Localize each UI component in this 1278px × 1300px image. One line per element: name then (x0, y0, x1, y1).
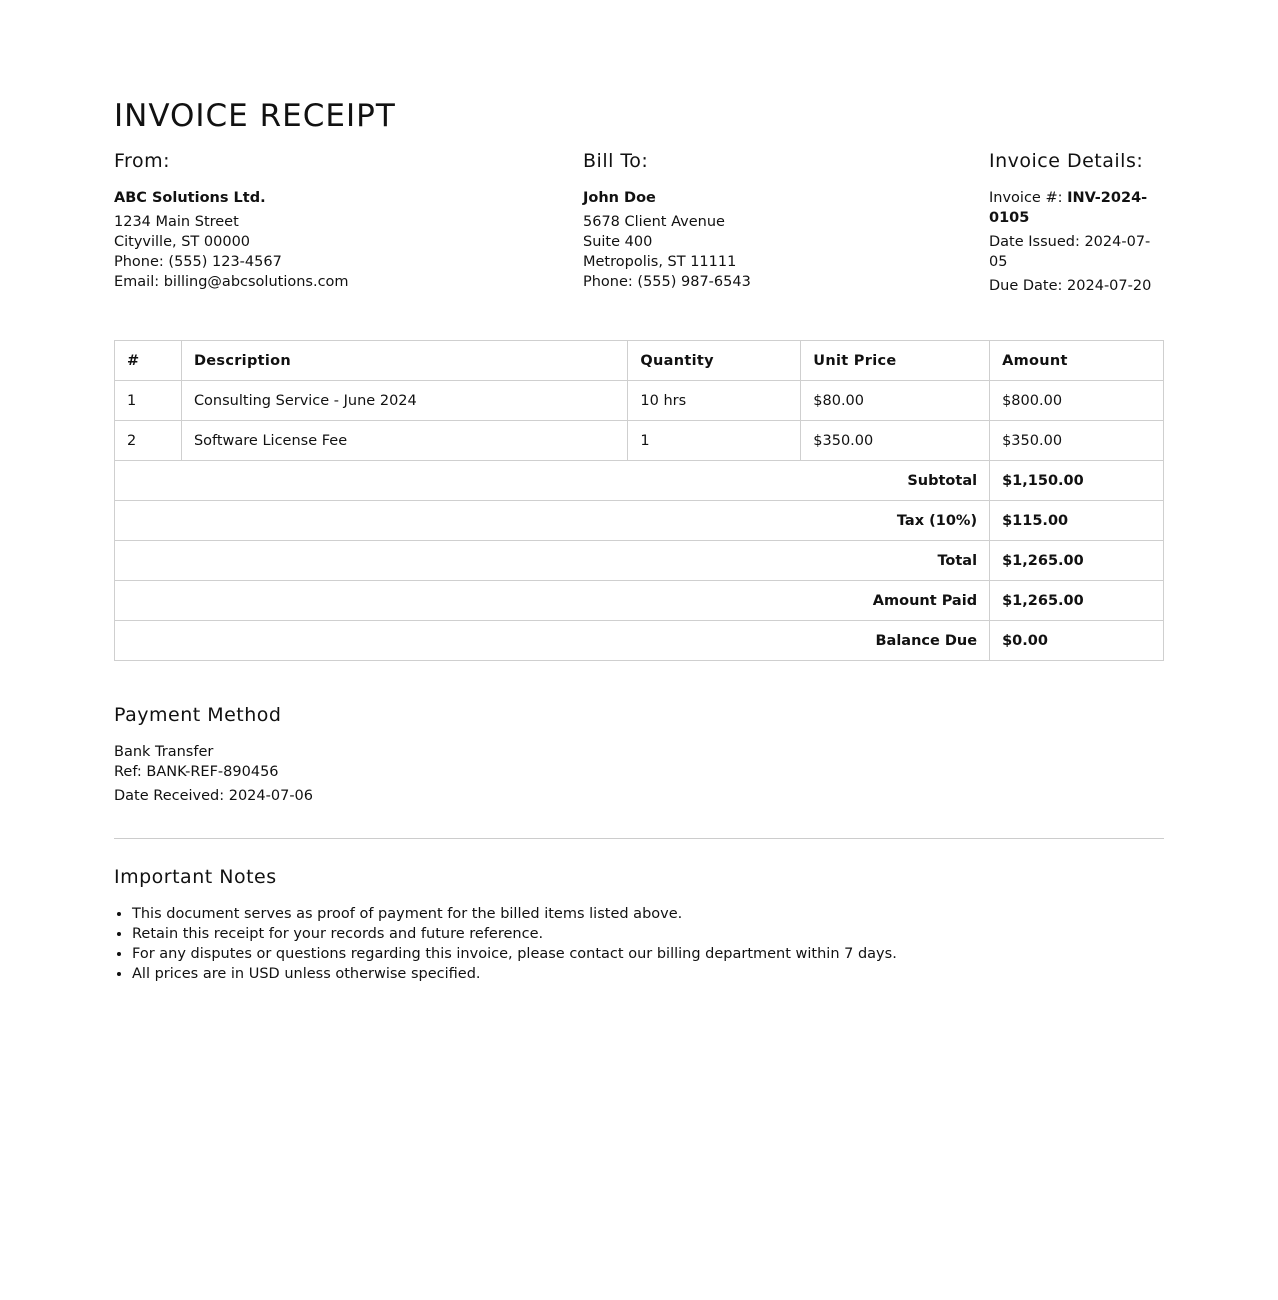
row-quantity: 10 hrs (628, 381, 801, 421)
amount-paid-value: $1,265.00 (990, 581, 1164, 621)
row-amount: $800.00 (990, 381, 1164, 421)
amount-paid-row (115, 581, 1164, 621)
bill-to-block (583, 148, 751, 292)
subtotal-value: $1,150.00 (990, 461, 1164, 501)
row-number: 2 (115, 421, 182, 461)
list-item: • This document serves as proof of payment for the billed items listed above. (132, 904, 897, 924)
subtotal-row (115, 461, 1164, 501)
total-value: $1,265.00 (990, 541, 1164, 581)
row-description: Software License Fee (181, 421, 627, 461)
bill-to-address-line-1: 5678 Client Avenue (583, 214, 725, 230)
row-number: 1 (115, 381, 182, 421)
invoice-details-block (989, 148, 1164, 300)
payment-method-section (114, 702, 313, 806)
subtotal-label: Subtotal (115, 461, 990, 501)
amount-paid-label: Amount Paid (115, 581, 990, 621)
from-phone: Phone: (555) 123-4567 (114, 254, 282, 270)
header-quantity: Quantity (628, 341, 801, 381)
bill-to-address-line-3: Metropolis, ST 11111 (583, 254, 737, 270)
notes-list (114, 904, 897, 984)
parties-section (114, 148, 1164, 338)
balance-due-label: Balance Due (115, 621, 990, 661)
balance-due-value: $0.00 (990, 621, 1164, 661)
list-item: • All prices are in USD unless otherwise specified. (132, 964, 897, 984)
header-number: # (115, 341, 182, 381)
bill-to-name: John Doe (583, 190, 656, 206)
line-items-table (114, 340, 1164, 661)
date-issued: Date Issued: 2024-07-05 (989, 234, 1151, 270)
balance-due-row (115, 621, 1164, 661)
tax-row (115, 501, 1164, 541)
bill-to-address-line-2: Suite 400 (583, 234, 653, 250)
header-amount: Amount (990, 341, 1164, 381)
payment-reference: Ref: BANK-REF-890456 (114, 764, 279, 780)
important-notes-heading: Important Notes (114, 866, 277, 888)
from-company-name: ABC Solutions Ltd. (114, 190, 266, 206)
total-label: Total (115, 541, 990, 581)
list-item: • For any disputes or questions regarding this invoice, please contact our billing department within 7 days. (132, 944, 897, 964)
from-address-line-2: Cityville, ST 00000 (114, 234, 251, 250)
from-email: Email: billing@abcsolutions.com (114, 274, 349, 290)
from-block (114, 148, 349, 292)
tax-label: Tax (10%) (115, 501, 990, 541)
payment-method-value: Bank Transfer (114, 744, 214, 760)
from-heading: From: (114, 150, 170, 172)
section-divider (114, 838, 1164, 839)
table-row (115, 381, 1164, 421)
table-header-row (115, 341, 1164, 381)
list-item: • Retain this receipt for your records and future reference. (132, 924, 897, 944)
header-description: Description (181, 341, 627, 381)
total-row (115, 541, 1164, 581)
from-address-line-1: 1234 Main Street (114, 214, 239, 230)
invoice-details-heading: Invoice Details: (989, 150, 1144, 172)
important-notes-section (114, 864, 897, 984)
tax-value: $115.00 (990, 501, 1164, 541)
row-quantity: 1 (628, 421, 801, 461)
payment-method-heading: Payment Method (114, 704, 282, 726)
due-date: Due Date: 2024-07-20 (989, 278, 1152, 294)
row-unit-price: $350.00 (801, 421, 990, 461)
invoice-number-row (989, 188, 1164, 228)
table-row (115, 421, 1164, 461)
page-title: INVOICE RECEIPT (114, 98, 396, 134)
invoice-number-label: Invoice #: (989, 190, 1068, 206)
row-unit-price: $80.00 (801, 381, 990, 421)
invoice-page (114, 0, 1164, 982)
row-amount: $350.00 (990, 421, 1164, 461)
bill-to-phone: Phone: (555) 987-6543 (583, 274, 751, 290)
bill-to-heading: Bill To: (583, 150, 649, 172)
payment-date-received: Date Received: 2024-07-06 (114, 788, 313, 804)
header-unit-price: Unit Price (801, 341, 990, 381)
invoice-number: INV-2024-0105 (989, 190, 1148, 226)
row-description: Consulting Service - June 2024 (181, 381, 627, 421)
